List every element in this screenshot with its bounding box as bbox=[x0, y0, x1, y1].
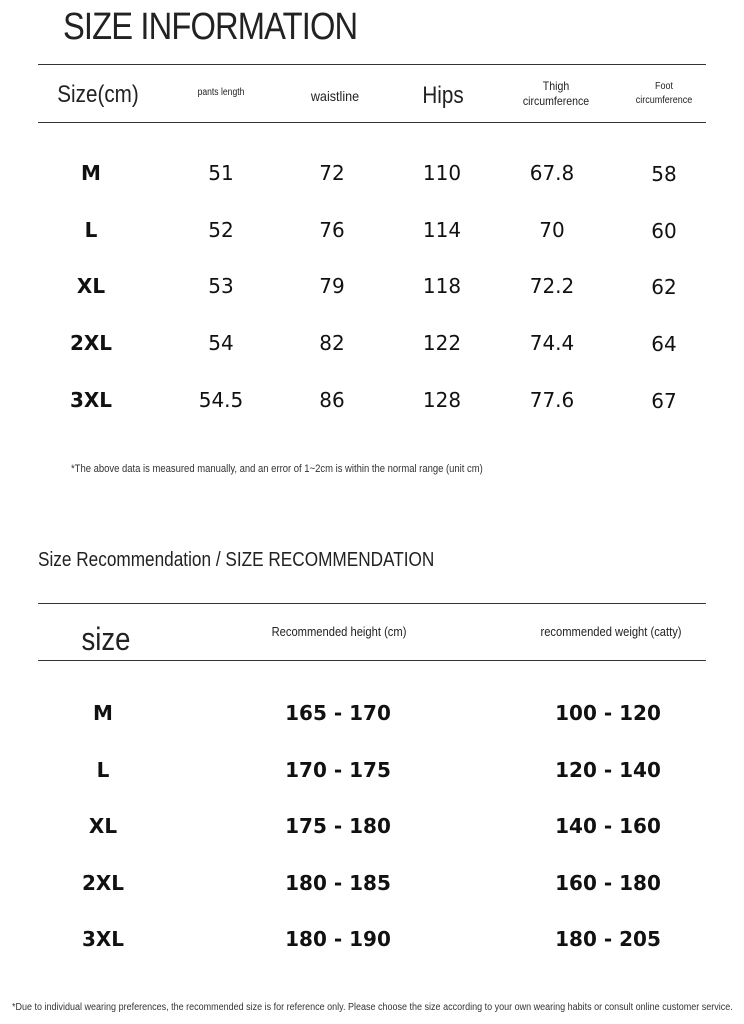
header-thigh-line1: Thigh bbox=[542, 79, 570, 93]
height-cell: 180 - 190 bbox=[285, 927, 391, 951]
hips-cell: 110 bbox=[422, 161, 462, 185]
size-cell: L bbox=[96, 758, 110, 782]
size-recommendation-title: Size Recommendation / SIZE RECOMMENDATION bbox=[38, 549, 435, 571]
waistline-cell: 82 bbox=[319, 331, 345, 355]
weight-cell: 100 - 120 bbox=[555, 701, 661, 725]
weight-cell: 120 - 140 bbox=[555, 758, 661, 782]
pants-length-cell: 51 bbox=[208, 161, 234, 185]
header-foot-circumference bbox=[636, 80, 693, 107]
size-cell: L bbox=[84, 218, 98, 242]
hips-cell: 118 bbox=[422, 274, 462, 298]
foot-cell: 58 bbox=[651, 162, 677, 186]
size-cell: 3XL bbox=[81, 927, 125, 951]
header-thigh-circumference bbox=[523, 79, 589, 109]
size-cell: 3XL bbox=[69, 388, 113, 412]
header-pants-length: pants length bbox=[197, 87, 245, 98]
size-information-title: SIZE INFORMATION bbox=[63, 6, 358, 48]
weight-cell: 180 - 205 bbox=[555, 927, 661, 951]
recommendation-disclaimer: *Due to individual wearing preferences, the recommended size is for reference only. Please choose the size according to your own wearing habits or consult online customer service. bbox=[12, 1002, 733, 1013]
hips-cell: 122 bbox=[422, 331, 462, 355]
size-cell: XL bbox=[88, 814, 118, 838]
hips-cell: 128 bbox=[422, 388, 462, 412]
waistline-cell: 72 bbox=[319, 161, 345, 185]
foot-cell: 64 bbox=[651, 332, 677, 356]
pants-length-cell: 52 bbox=[208, 218, 234, 242]
header-foot-line1: Foot bbox=[654, 81, 673, 92]
header-waistline: waistline bbox=[310, 88, 360, 104]
thigh-cell: 72.2 bbox=[529, 274, 575, 298]
thigh-cell: 74.4 bbox=[529, 331, 575, 355]
height-cell: 170 - 175 bbox=[285, 758, 391, 782]
header-foot-line2: circumference bbox=[635, 94, 693, 106]
height-cell: 165 - 170 bbox=[285, 701, 391, 725]
size-cell: M bbox=[93, 701, 113, 725]
pants-length-cell: 53 bbox=[208, 274, 234, 298]
header-recommended-weight: recommended weight (catty) bbox=[540, 624, 682, 639]
size-cell: 2XL bbox=[69, 331, 113, 355]
thigh-cell: 70 bbox=[539, 218, 565, 242]
header-hips: Hips bbox=[422, 82, 464, 109]
thigh-cell: 77.6 bbox=[529, 388, 575, 412]
measurement-note: *The above data is measured manually, and an error of 1~2cm is within the normal range (unit cm) bbox=[71, 463, 483, 475]
height-cell: 180 - 185 bbox=[285, 871, 391, 895]
table-header-rule bbox=[38, 122, 706, 123]
size-cell: XL bbox=[76, 274, 106, 298]
table-top-rule bbox=[38, 64, 706, 65]
waistline-cell: 76 bbox=[319, 218, 345, 242]
height-cell: 175 - 180 bbox=[285, 814, 391, 838]
foot-cell: 62 bbox=[651, 275, 677, 299]
header-size-cm: Size(cm) bbox=[57, 81, 139, 108]
size-cell: 2XL bbox=[81, 871, 125, 895]
rec-table-header-rule bbox=[38, 660, 706, 661]
weight-cell: 140 - 160 bbox=[555, 814, 661, 838]
size-cell: M bbox=[81, 161, 101, 185]
header-thigh-line2: circumference bbox=[522, 94, 590, 108]
foot-cell: 60 bbox=[651, 219, 677, 243]
header-recommended-height: Recommended height (cm) bbox=[271, 624, 407, 639]
header-size: size bbox=[81, 621, 131, 657]
hips-cell: 114 bbox=[422, 218, 462, 242]
waistline-cell: 79 bbox=[319, 274, 345, 298]
pants-length-cell: 54 bbox=[208, 331, 234, 355]
weight-cell: 160 - 180 bbox=[555, 871, 661, 895]
waistline-cell: 86 bbox=[319, 388, 345, 412]
foot-cell: 67 bbox=[651, 389, 677, 413]
rec-table-top-rule bbox=[38, 603, 706, 604]
pants-length-cell: 54.5 bbox=[198, 388, 244, 412]
thigh-cell: 67.8 bbox=[529, 161, 575, 185]
